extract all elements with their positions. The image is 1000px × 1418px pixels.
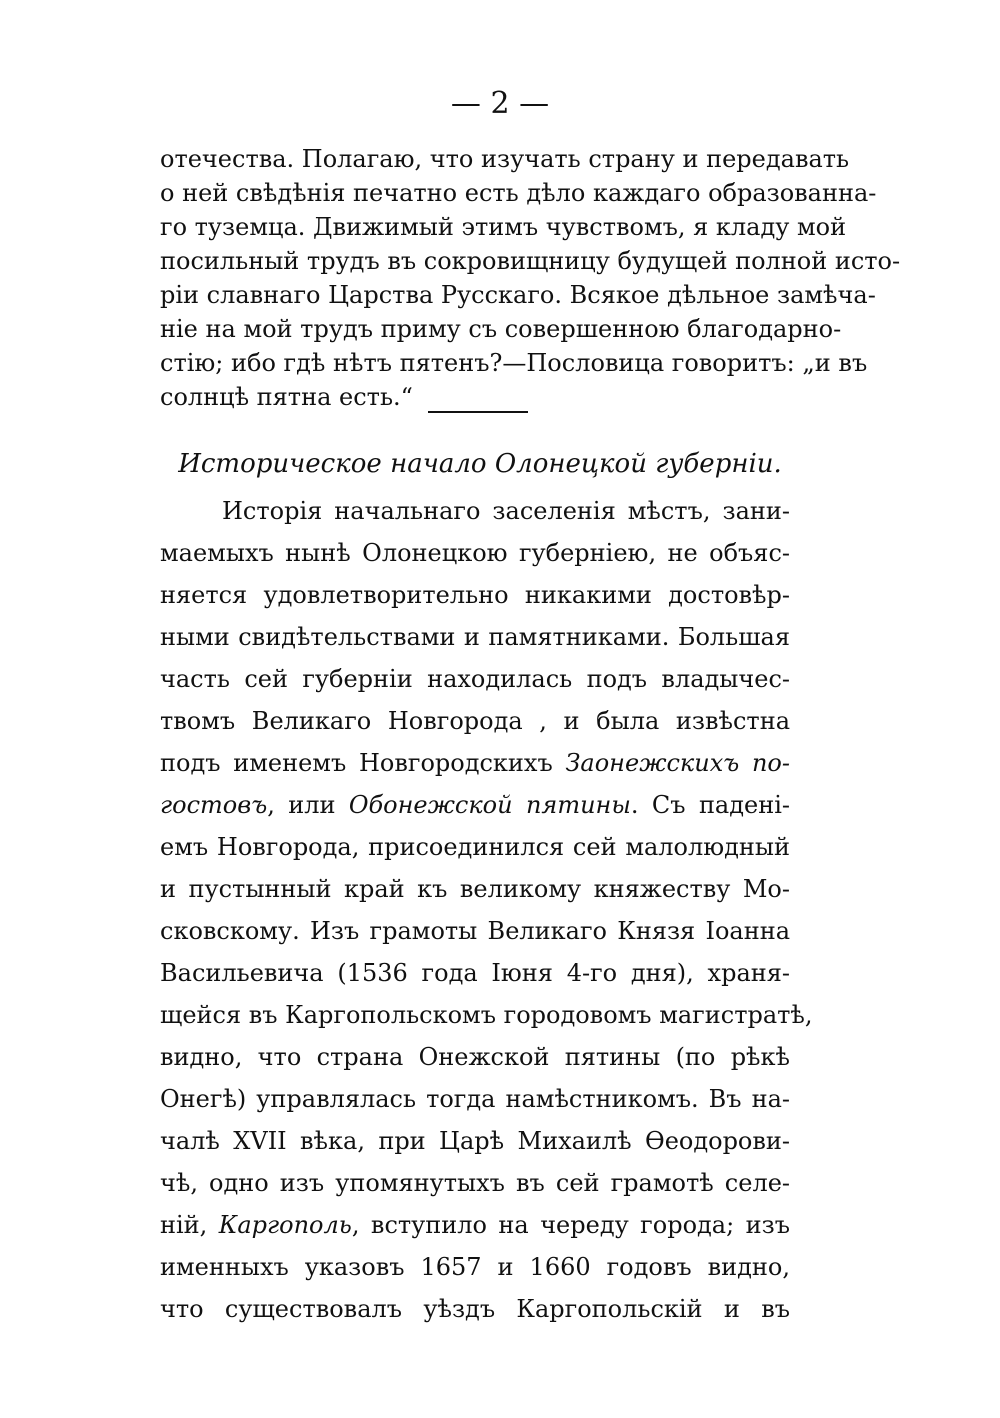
text-line: часть сей губерніи находилась подъ владычес- [160, 665, 790, 693]
text-line: Васильевича (1536 года Іюня 4-го дня), храня- [160, 959, 790, 987]
text-line: именныхъ указовъ 1657 и 1660 годовъ видно, [160, 1253, 790, 1281]
text-span: . Съ падені- [630, 791, 791, 819]
text-line: няется удовлетворительно никакими достовѣр- [160, 581, 790, 609]
italic-term: Обонежской пятины [348, 791, 631, 819]
text-line: что существовалъ уѣздъ Каргопольскій и въ [160, 1295, 790, 1323]
text-line [160, 742, 790, 784]
text-span: , вступило на череду города; изъ [351, 1211, 790, 1239]
text-line: твомъ Великаго Новгорода , и была извѣстна [160, 707, 790, 735]
text-line [160, 1204, 790, 1246]
text-line: и пустынный край къ великому княжеству Мо- [160, 875, 790, 903]
section-heading: Историческое начало Олонецкой губерніи. [178, 449, 782, 479]
text-line: стію; ибо гдѣ нѣтъ пятенъ?—Пословица говоритъ: „и въ [160, 349, 868, 377]
italic-term: гостовъ [160, 791, 268, 819]
italic-term: Заонежскихъ по- [565, 749, 790, 777]
text-line: го туземца. Движимый этимъ чувствомъ, я кладу мой [160, 213, 847, 241]
text-line: щейся въ Каргопольскомъ городовомъ магистратѣ, [160, 1001, 813, 1029]
text-line: емъ Новгорода, присоединился сей малолюдный [160, 833, 790, 861]
text-span: , или [267, 791, 349, 819]
text-line: о ней свѣдѣнія печатно есть дѣло каждаго образованна- [160, 179, 877, 207]
text-line: маемыхъ нынѣ Олонецкою губерніею, не объяс- [160, 539, 790, 567]
page-number: — 2 — [450, 86, 550, 121]
text-line: Онегѣ) управлялась тогда намѣстникомъ. Въ на- [160, 1085, 790, 1113]
text-line: солнцѣ пятна есть.“ [160, 383, 413, 411]
text-line: чѣ, одно изъ упомянутыхъ въ сей грамотѣ селе- [160, 1169, 790, 1197]
text-line [160, 784, 790, 826]
text-line: посильный трудъ въ сокровищницу будущей полной исто- [160, 247, 901, 275]
text-span: ній, [160, 1211, 219, 1239]
text-line: Исторія начальнаго заселенія мѣстъ, зани- [222, 497, 790, 525]
text-line: ріи славнаго Царства Русскаго. Всякое дѣльное замѣча- [160, 281, 876, 309]
text-line: ніе на мой трудъ приму съ совершенною благодарно- [160, 315, 842, 343]
section-divider [428, 411, 528, 413]
text-line: сковскому. Изъ грамоты Великаго Князя Іоанна [160, 917, 790, 945]
text-line: чалѣ XVII вѣка, при Царѣ Михаилѣ Ѳеодорови- [160, 1127, 790, 1155]
text-line: видно, что страна Онежской пятины (по рѣкѣ [160, 1043, 790, 1071]
text-span: подъ именемъ Новгородскихъ [160, 749, 566, 777]
italic-term: Каргополь [218, 1211, 352, 1239]
text-line: отечества. Полагаю, что изучать страну и передавать [160, 145, 850, 173]
text-line: ными свидѣтельствами и памятниками. Большая [160, 623, 790, 651]
